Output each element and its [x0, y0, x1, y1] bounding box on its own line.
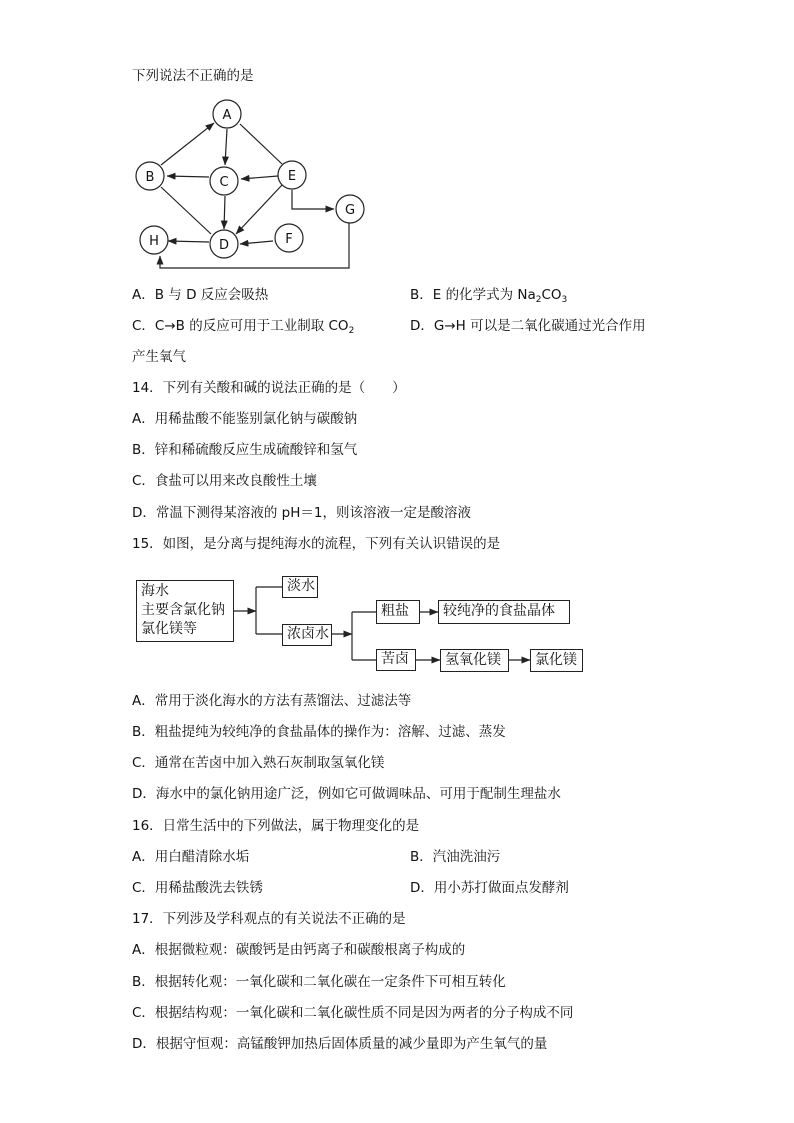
node-d-label: D: [218, 238, 230, 253]
q13-stem: 下列说法不正确的是: [132, 68, 254, 84]
q13-option-c: C．C→B 的反应可用于工业制取 $CO_2$: [132, 318, 355, 336]
q14-option-b: B．锌和稀硫酸反应生成硫酸锌和氢气: [132, 442, 358, 458]
node-c-label: C: [219, 175, 229, 190]
node-g-label: G: [344, 203, 356, 218]
flow-box-mg-hydroxide: 氢氧化镁: [440, 649, 509, 672]
flow-box-pure-salt: 较纯净的食盐晶体: [438, 600, 570, 624]
flow-box-mg-chloride: 氯化镁: [530, 649, 583, 672]
q16-option-a: A．用白醋清除水垢: [132, 849, 250, 865]
q14-option-d: D．常温下测得某溶液的 pH＝1，则该溶液一定是酸溶液: [132, 505, 471, 521]
q17-option-a: A．根据微粒观：碳酸钙是由钙离子和碳酸根离子构成的: [132, 942, 466, 958]
q16-option-c: C．用稀盐酸洗去铁锈: [132, 880, 263, 896]
node-f-label: F: [285, 232, 293, 247]
q17-option-d: D．根据守恒观：高锰酸钾加热后固体质量的减少量即为产生氧气的量: [132, 1036, 548, 1052]
node-e-label: E: [287, 169, 297, 184]
q17-stem: 17．下列涉及学科观点的有关说法不正确的是: [132, 911, 406, 927]
q17-option-c: C．根据结构观：一氧化碳和二氧化碳性质不同是因为两者的分子构成不同: [132, 1005, 574, 1021]
flow-box-brine: 浓卤水: [282, 624, 332, 646]
node-b-label: B: [145, 170, 155, 185]
q15-option-a: A．常用于淡化海水的方法有蒸馏法、过滤法等: [132, 693, 412, 709]
q16-stem: 16．日常生活中的下列做法，属于物理变化的是: [132, 818, 420, 834]
q13-option-a: A．B 与 D 反应会吸热: [132, 287, 269, 303]
q13-option-d: D．G→H 可以是二氧化碳通过光合作用: [410, 318, 646, 334]
q13-option-d-continued: 产生氧气: [132, 349, 186, 365]
flow-box-seawater: 海水 主要含氯化钠 氯化镁等: [136, 580, 234, 642]
q15-stem: 15．如图，是分离与提纯海水的流程，下列有关认识错误的是: [132, 536, 501, 552]
q14-stem: 14．下列有关酸和碱的说法正确的是（ ）: [132, 380, 406, 396]
q15-option-b: B．粗盐提纯为较纯净的食盐晶体的操作为：溶解、过滤、蒸发: [132, 724, 506, 740]
node-h-label: H: [149, 234, 159, 249]
q15-option-d: D．海水中的氯化钠用途广泛，例如它可做调味品、可用于配制生理盐水: [132, 786, 561, 802]
q16-option-b: B．汽油洗油污: [410, 849, 501, 865]
q16-option-d: D．用小苏打做面点发酵剂: [410, 880, 569, 896]
q14-option-a: A．用稀盐酸不能鉴别氯化钠与碳酸钠: [132, 411, 358, 427]
q17-option-b: B．根据转化观：一氧化碳和二氧化碳在一定条件下可相互转化: [132, 974, 506, 990]
q14-option-c: C．食盐可以用来改良酸性土壤: [132, 473, 317, 489]
node-a-label: A: [222, 108, 232, 123]
q13-option-b: B．E 的化学式为 $Na_2CO_3$: [410, 287, 568, 305]
flow-box-bittern: 苦卤: [376, 649, 416, 671]
flow-box-fresh-water: 淡水: [282, 576, 318, 598]
q15-option-c: C．通常在苦卤中加入熟石灰制取氢氧化镁: [132, 755, 385, 771]
flow-box-crude-salt: 粗盐: [376, 600, 420, 624]
